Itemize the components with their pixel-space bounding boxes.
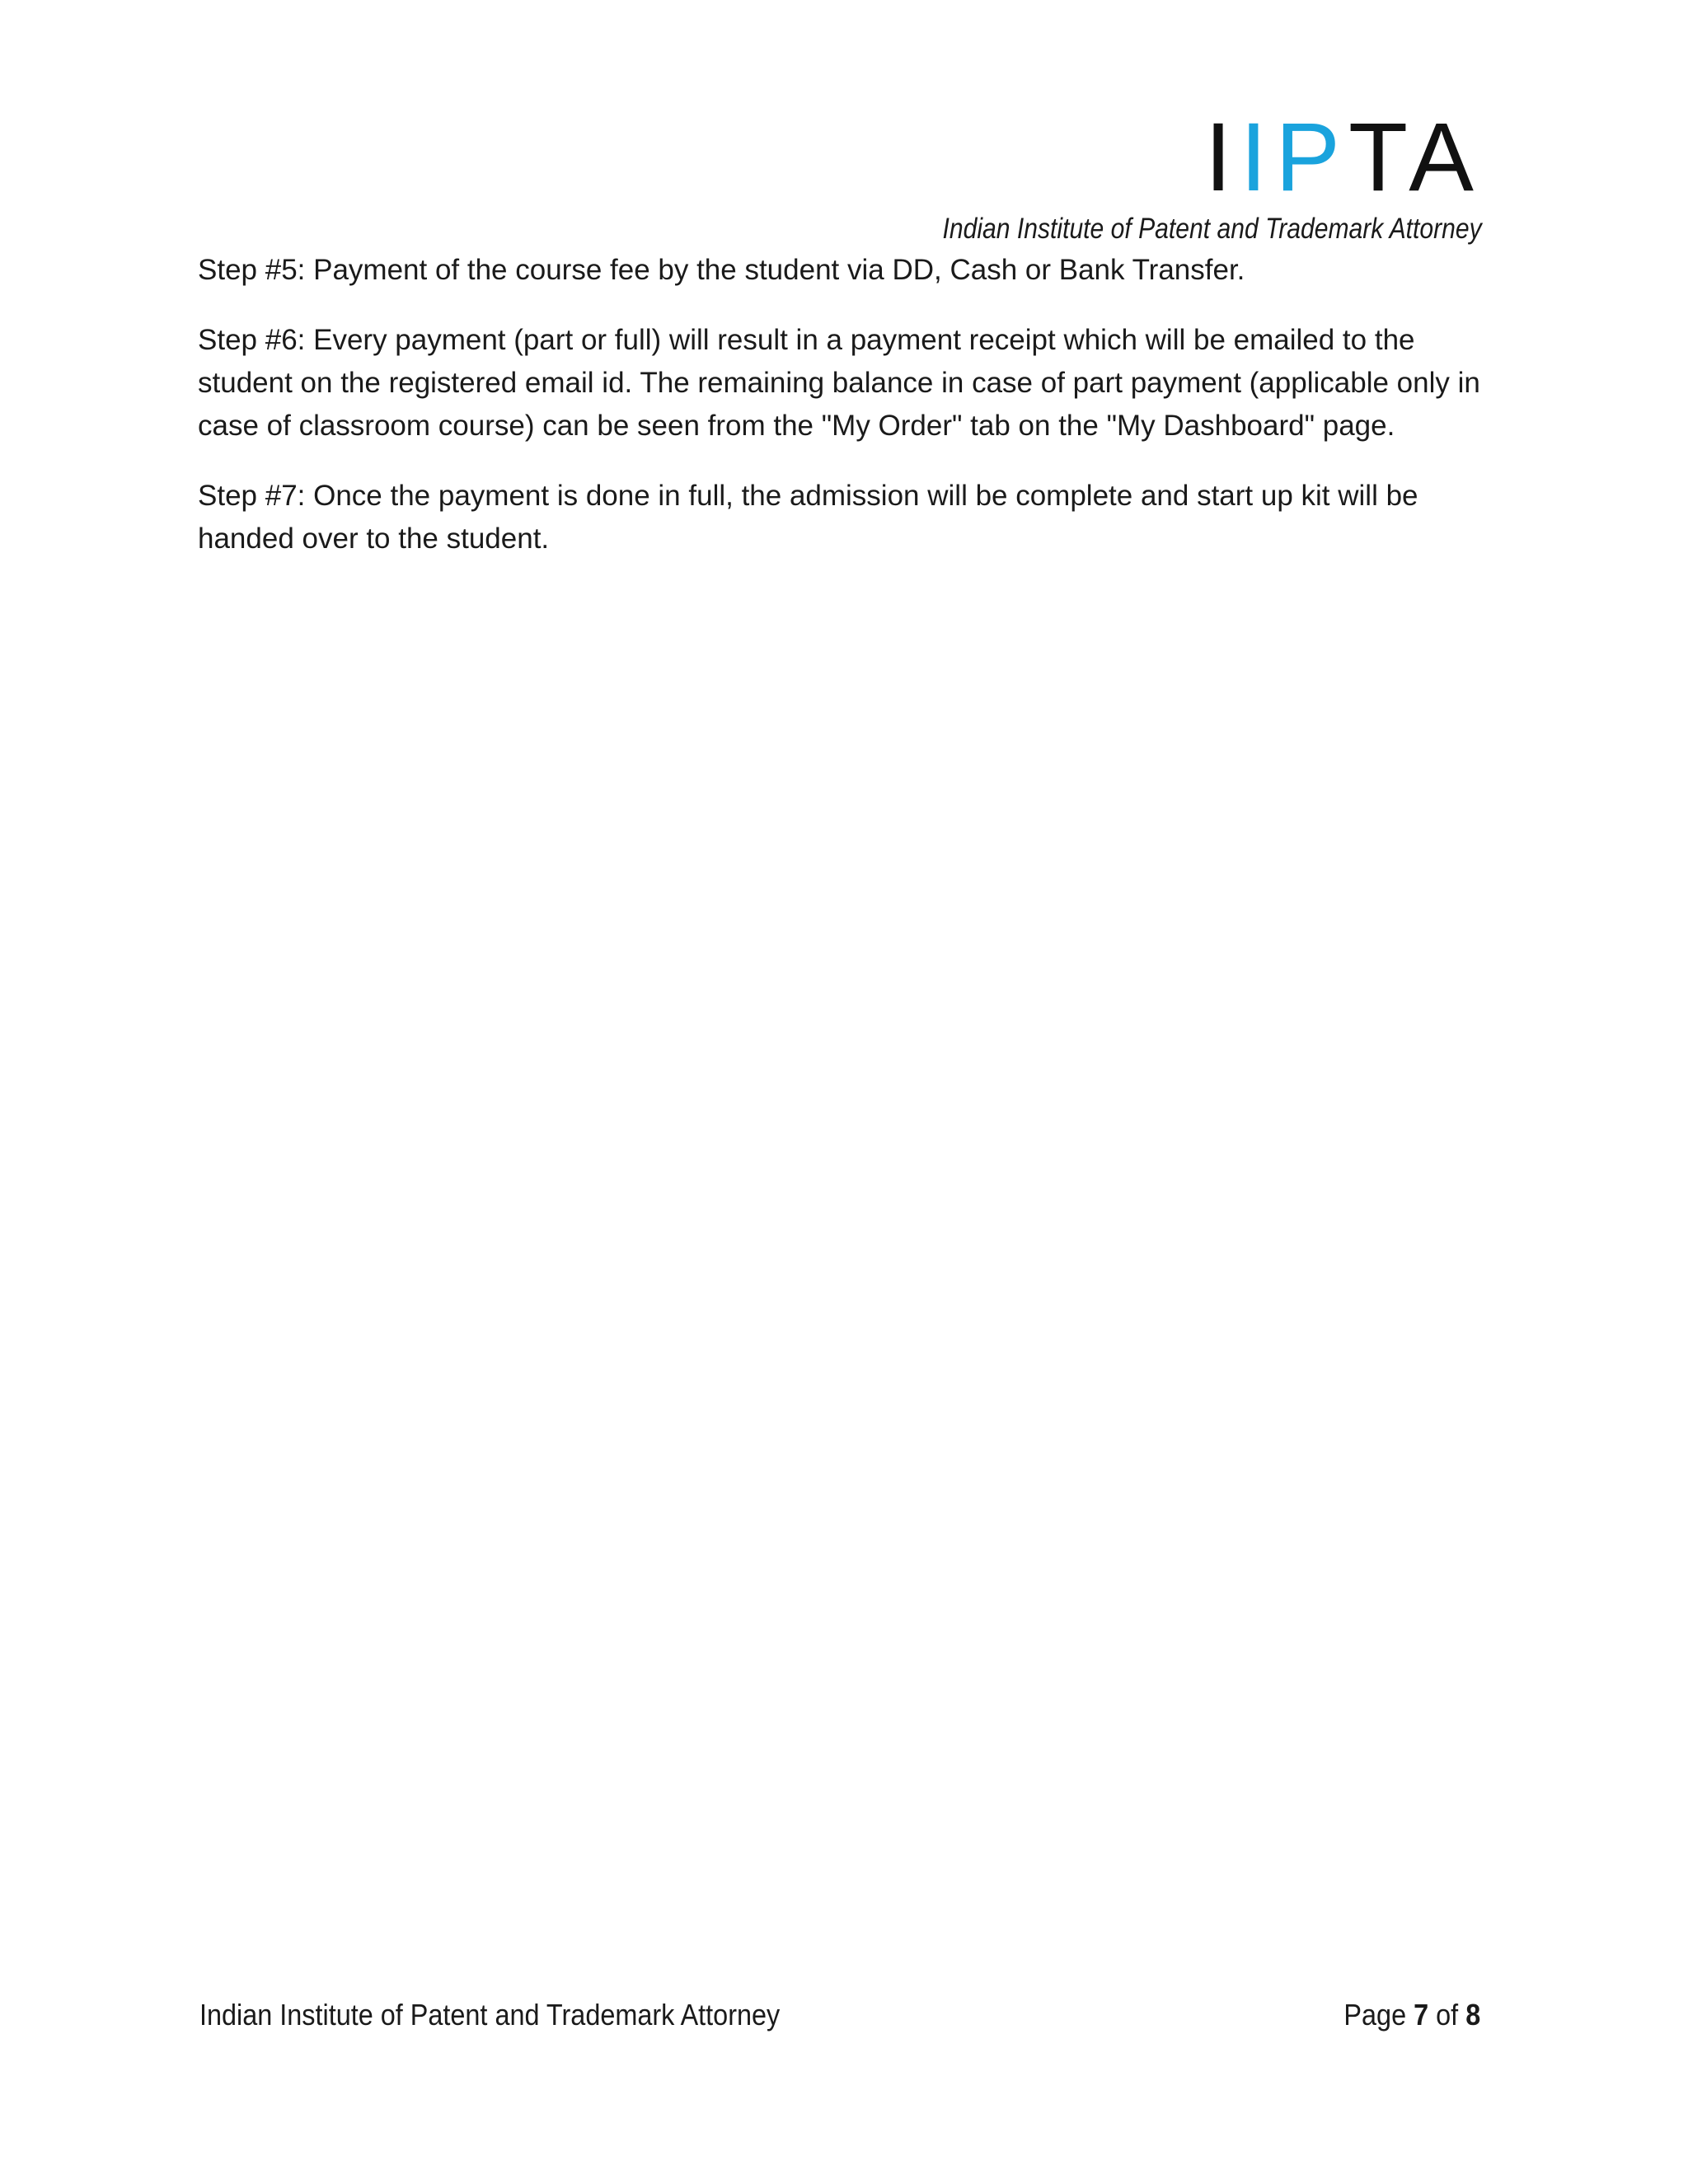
page-separator: of bbox=[1435, 1998, 1458, 2032]
logo-part-3: TA bbox=[1348, 103, 1482, 212]
footer-institute-name: Indian Institute of Patent and Trademark Attorney bbox=[199, 1998, 781, 2032]
logo-part-1: I bbox=[1204, 103, 1240, 212]
page-prefix: Page bbox=[1343, 1998, 1406, 2032]
step-6-paragraph: Step #6: Every payment (part or full) will result in a payment receipt which will be emailed to the student on the registered email id. The remaining balance in case of part payment (applicable only in case of classroom course) can be seen from the "My Order" tab on the "My Dashboard" page. bbox=[198, 324, 1480, 442]
footer-page-number bbox=[1343, 1998, 1480, 2032]
step-5-paragraph: Step #5: Payment of the course fee by the student via DD, Cash or Bank Transfer. bbox=[198, 254, 1245, 286]
header-tagline: Indian Institute of Patent and Trademark Attorney bbox=[942, 213, 1482, 245]
document-body bbox=[198, 249, 1484, 588]
logo-part-2: IP bbox=[1240, 103, 1348, 212]
step-7-paragraph: Step #7: Once the payment is done in full, the admission will be complete and start up kit will be handed over to the student. bbox=[198, 480, 1418, 555]
page-total: 8 bbox=[1465, 1998, 1480, 2032]
page-current: 7 bbox=[1413, 1998, 1428, 2032]
iipta-logo bbox=[1204, 103, 1482, 212]
